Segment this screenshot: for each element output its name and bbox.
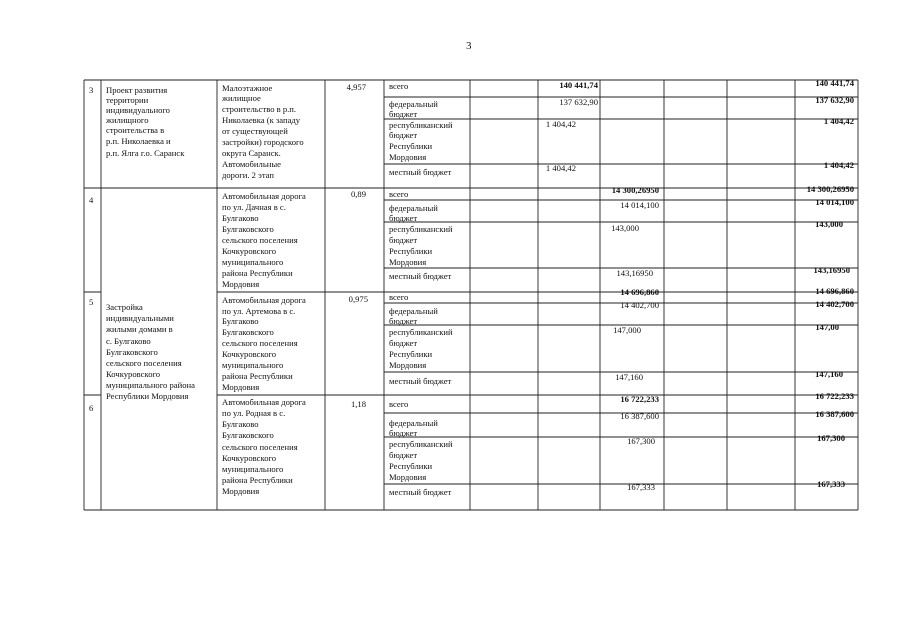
budget-label: всего	[389, 189, 409, 199]
budget-value: 14 402,700	[815, 299, 854, 309]
budget-value: 16 387,600	[815, 409, 854, 419]
budget-value: 1 404,42	[823, 116, 854, 126]
budget-label: всего	[389, 399, 409, 409]
budget-label: республиканский	[389, 439, 453, 449]
budget-label: республиканский	[389, 224, 453, 234]
budget-label: бюджет	[389, 213, 418, 223]
budget-value: 143,000	[611, 223, 639, 233]
row-number: 3	[89, 85, 94, 95]
budget-value: 1 404,42	[545, 163, 576, 173]
budget-label: Республики	[389, 461, 433, 471]
budget-value: 167,300	[817, 433, 845, 443]
budget-value: 167,300	[627, 436, 655, 446]
budget-value: 16 722,233	[815, 391, 854, 401]
budget-value: 14 014,100	[815, 197, 854, 207]
budget-label: всего	[389, 81, 409, 91]
budget-value: 1 404,42	[545, 119, 576, 129]
budget-label: Мордовия	[389, 257, 427, 267]
budget-value: 14 300,26950	[806, 184, 854, 194]
budget-value: 143,000	[815, 219, 843, 229]
length-value: 1,18	[350, 399, 366, 409]
budget-value: 16 387,600	[620, 411, 659, 421]
budget-label: местный бюджет	[389, 167, 452, 177]
budget-label: Республики	[389, 246, 433, 256]
budget-value: 140 441,74	[815, 78, 854, 88]
budget-label: федеральный	[389, 99, 438, 109]
budget-label: местный бюджет	[389, 376, 452, 386]
budget-value: 147,160	[815, 369, 843, 379]
budget-value: 140 441,74	[559, 80, 598, 90]
budget-label: Мордовия	[389, 152, 427, 162]
budget-label: Республики	[389, 349, 433, 359]
budget-value: 143,16950	[813, 265, 850, 275]
budget-value: 147,00	[815, 322, 839, 332]
length-value: 4,957	[346, 82, 366, 92]
budget-value: 137 632,90	[559, 97, 598, 107]
budget-label: федеральный	[389, 306, 438, 316]
budget-value: 137 632,90	[815, 95, 854, 105]
budget-label: федеральный	[389, 203, 438, 213]
budget-label: бюджет	[389, 316, 418, 326]
row-number: 4	[89, 195, 94, 205]
length-value: 0,89	[350, 189, 366, 199]
row-number: 5	[89, 297, 94, 307]
length-value: 0,975	[348, 294, 368, 304]
budget-label: бюджет	[389, 235, 418, 245]
budget-value: 143,16950	[616, 268, 653, 278]
budget-value: 1 404,42	[823, 160, 854, 170]
budget-label: Мордовия	[389, 360, 427, 370]
budget-label: бюджет	[389, 338, 418, 348]
budget-value: 147,000	[613, 325, 641, 335]
budget-value: 14 696,860	[815, 286, 854, 296]
budget-label: всего	[389, 292, 409, 302]
budget-label: бюджет	[389, 428, 418, 438]
budget-value: 147,160	[615, 372, 643, 382]
budget-value: 167,333	[817, 479, 845, 489]
budget-label: бюджет	[389, 130, 418, 140]
budget-label: местный бюджет	[389, 271, 452, 281]
budget-label: бюджет	[389, 450, 418, 460]
budget-value: 14 696,860	[620, 287, 659, 297]
budget-label: Республики	[389, 141, 433, 151]
page-number: 3	[466, 40, 472, 52]
budget-label: бюджет	[389, 109, 418, 119]
budget-label: федеральный	[389, 418, 438, 428]
budget-label: Мордовия	[389, 472, 427, 482]
budget-value: 14 014,100	[620, 200, 659, 210]
budget-value: 14 300,26950	[611, 185, 659, 195]
row-number: 6	[89, 403, 94, 413]
budget-value: 14 402,700	[620, 300, 659, 310]
budget-label: республиканский	[389, 327, 453, 337]
budget-value: 167,333	[627, 482, 655, 492]
budget-label: республиканский	[389, 120, 453, 130]
budget-label: местный бюджет	[389, 487, 452, 497]
budget-value: 16 722,233	[620, 394, 659, 404]
